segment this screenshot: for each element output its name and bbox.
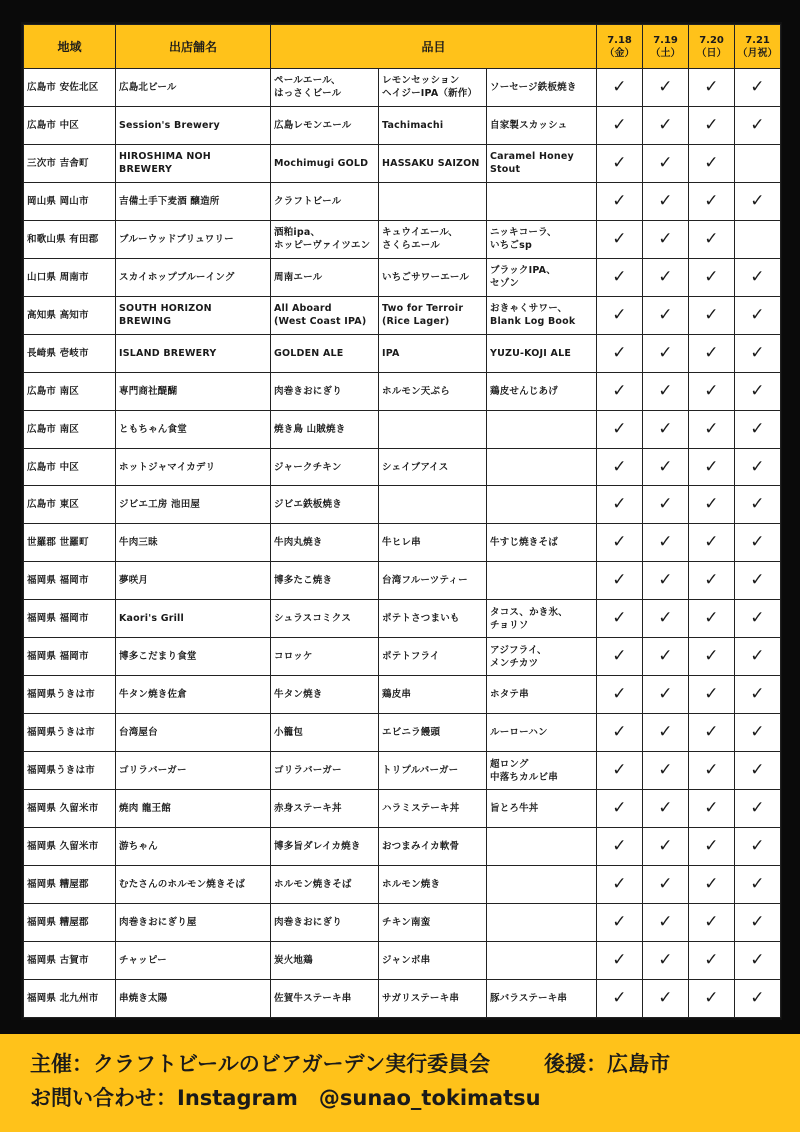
check-icon: ✓ — [643, 258, 689, 296]
check-icon: ✓ — [597, 524, 643, 562]
check-icon: ✓ — [597, 638, 643, 676]
item-1-cell: ペールエール、 はっさくビール — [271, 69, 379, 107]
item-1-cell: ジビエ鉄板焼き — [271, 486, 379, 524]
check-icon: ✓ — [597, 903, 643, 941]
shop-cell: 串焼き太陽 — [116, 979, 271, 1017]
check-icon: ✓ — [597, 144, 643, 182]
check-icon: ✓ — [643, 69, 689, 107]
check-icon: ✓ — [689, 714, 735, 752]
check-icon: ✓ — [643, 600, 689, 638]
area-cell: 広島市 南区 — [24, 372, 116, 410]
item-1-cell: 酒粕ipa、 ホッピーヴァイツエン — [271, 220, 379, 258]
item-1-cell: GOLDEN ALE — [271, 334, 379, 372]
item-2-cell: トリプルバーガー — [379, 752, 487, 790]
item-1-cell: 炭火地鶏 — [271, 941, 379, 979]
shop-cell: 夢咲月 — [116, 562, 271, 600]
table-row — [24, 69, 781, 107]
check-icon: ✓ — [689, 334, 735, 372]
check-icon: ✓ — [597, 334, 643, 372]
check-icon: ✓ — [597, 448, 643, 486]
day-of-week: （日） — [696, 47, 727, 59]
check-icon: ✓ — [597, 410, 643, 448]
item-3-cell — [487, 903, 597, 941]
check-icon: ✓ — [643, 979, 689, 1017]
area-cell: 福岡県 北九州市 — [24, 979, 116, 1017]
area-cell: 高知県 高知市 — [24, 296, 116, 334]
table-row — [24, 334, 781, 372]
table-row — [24, 979, 781, 1017]
item-2-cell: Two for Terroir (Rice Lager) — [379, 296, 487, 334]
item-1-cell: クラフトビール — [271, 182, 379, 220]
item-2-cell: ホルモン焼き — [379, 866, 487, 904]
item-1-cell: 博多たこ焼き — [271, 562, 379, 600]
check-icon: ✓ — [689, 182, 735, 220]
check-icon: ✓ — [597, 714, 643, 752]
shop-cell: Session's Brewery — [116, 106, 271, 144]
table-row — [24, 714, 781, 752]
check-icon: ✓ — [597, 69, 643, 107]
item-1-cell: 小籠包 — [271, 714, 379, 752]
area-cell: 長崎県 壱岐市 — [24, 334, 116, 372]
area-cell: 広島市 南区 — [24, 410, 116, 448]
item-1-cell: 牛肉丸焼き — [271, 524, 379, 562]
check-icon: ✓ — [643, 562, 689, 600]
check-icon: ✓ — [643, 866, 689, 904]
check-icon: ✓ — [643, 220, 689, 258]
item-2-cell: キュウイエール、 さくらエール — [379, 220, 487, 258]
item-2-cell: 台湾フルーツティー — [379, 562, 487, 600]
item-3-cell: 牛すじ焼きそば — [487, 524, 597, 562]
check-icon: ✓ — [689, 258, 735, 296]
check-icon: ✓ — [689, 410, 735, 448]
support-text: 後援：広島市 — [544, 1052, 671, 1076]
item-1-cell: 焼き鳥 山賊焼き — [271, 410, 379, 448]
shop-cell: むたさんのホルモン焼きそば — [116, 866, 271, 904]
shop-cell: ブルーウッドブリュワリー — [116, 220, 271, 258]
item-3-cell: おきゃくサワー、 Blank Log Book — [487, 296, 597, 334]
item-1-cell: 周南エール — [271, 258, 379, 296]
check-icon: ✓ — [643, 903, 689, 941]
check-icon: ✓ — [735, 372, 781, 410]
table-header-row — [24, 25, 781, 69]
check-icon: ✓ — [597, 258, 643, 296]
shop-cell: 博多こだまり食堂 — [116, 638, 271, 676]
check-icon: ✓ — [643, 448, 689, 486]
check-icon: ✓ — [735, 638, 781, 676]
check-icon: ✓ — [689, 220, 735, 258]
check-icon: ✓ — [735, 828, 781, 866]
check-icon: ✓ — [735, 258, 781, 296]
item-1-cell: All Aboard (West Coast IPA) — [271, 296, 379, 334]
check-icon: ✓ — [735, 790, 781, 828]
organizer-text: 主催：クラフトビールのビアガーデン実行委員会 — [30, 1052, 491, 1076]
area-cell: 福岡県うきは市 — [24, 676, 116, 714]
item-3-cell — [487, 486, 597, 524]
day-of-week: （月祝） — [737, 47, 778, 59]
area-cell: 福岡県 福岡市 — [24, 562, 116, 600]
check-icon: ✓ — [597, 979, 643, 1017]
table-row — [24, 524, 781, 562]
check-icon: ✓ — [597, 106, 643, 144]
item-1-cell: Mochimugi GOLD — [271, 144, 379, 182]
area-cell: 福岡県うきは市 — [24, 752, 116, 790]
item-2-cell: ホルモン天ぷら — [379, 372, 487, 410]
item-3-cell: YUZU-KOJI ALE — [487, 334, 597, 372]
table-row — [24, 486, 781, 524]
vendor-table-sheet — [21, 22, 782, 1020]
shop-cell: 牛タン焼き佐倉 — [116, 676, 271, 714]
area-cell: 福岡県 古賀市 — [24, 941, 116, 979]
check-icon: ✓ — [643, 144, 689, 182]
check-icon: ✓ — [735, 448, 781, 486]
check-icon: ✓ — [597, 600, 643, 638]
area-cell: 福岡県 糟屋郡 — [24, 866, 116, 904]
check-icon: ✓ — [643, 638, 689, 676]
item-3-cell: アジフライ、 メンチカツ — [487, 638, 597, 676]
check-icon: ✓ — [735, 106, 781, 144]
check-icon: ✓ — [597, 866, 643, 904]
table-body — [24, 69, 781, 1018]
check-icon: ✓ — [643, 410, 689, 448]
check-icon: ✓ — [597, 828, 643, 866]
check-icon: ✓ — [597, 182, 643, 220]
item-3-cell: ニッキコーラ、 いちごsp — [487, 220, 597, 258]
item-3-cell: ホタテ串 — [487, 676, 597, 714]
item-1-cell: 牛タン焼き — [271, 676, 379, 714]
area-cell: 広島市 中区 — [24, 448, 116, 486]
check-icon: ✓ — [689, 979, 735, 1017]
check-icon: ✓ — [689, 562, 735, 600]
check-icon: ✓ — [735, 486, 781, 524]
check-icon: ✓ — [735, 410, 781, 448]
check-icon — [735, 144, 781, 182]
area-cell: 三次市 吉舎町 — [24, 144, 116, 182]
check-icon: ✓ — [643, 752, 689, 790]
check-icon: ✓ — [735, 903, 781, 941]
area-cell: 福岡県うきは市 — [24, 714, 116, 752]
check-icon: ✓ — [735, 676, 781, 714]
shop-cell: ジビエ工房 池田屋 — [116, 486, 271, 524]
check-icon: ✓ — [597, 296, 643, 334]
item-2-cell: エビニラ饅頭 — [379, 714, 487, 752]
table-row — [24, 410, 781, 448]
item-2-cell: IPA — [379, 334, 487, 372]
check-icon: ✓ — [689, 752, 735, 790]
day-date: 7.18 — [607, 34, 632, 46]
check-icon — [735, 220, 781, 258]
shop-cell: 游ちゃん — [116, 828, 271, 866]
check-icon: ✓ — [689, 69, 735, 107]
check-icon: ✓ — [643, 828, 689, 866]
check-icon: ✓ — [643, 182, 689, 220]
header-items: 品目 — [271, 25, 597, 69]
check-icon: ✓ — [643, 486, 689, 524]
check-icon: ✓ — [643, 106, 689, 144]
item-3-cell: 豚バラステーキ串 — [487, 979, 597, 1017]
table-row — [24, 562, 781, 600]
shop-cell: 広島北ビール — [116, 69, 271, 107]
item-1-cell: コロッケ — [271, 638, 379, 676]
check-icon: ✓ — [643, 676, 689, 714]
item-1-cell: 赤身ステーキ丼 — [271, 790, 379, 828]
check-icon: ✓ — [597, 562, 643, 600]
item-2-cell: おつまみイカ軟骨 — [379, 828, 487, 866]
item-2-cell — [379, 410, 487, 448]
table-row — [24, 866, 781, 904]
shop-cell: 肉巻きおにぎり屋 — [116, 903, 271, 941]
shop-cell: スカイホップブルーイング — [116, 258, 271, 296]
day-date: 7.21 — [745, 34, 770, 46]
check-icon: ✓ — [689, 486, 735, 524]
area-cell: 和歌山県 有田郡 — [24, 220, 116, 258]
item-3-cell: Caramel Honey Stout — [487, 144, 597, 182]
check-icon: ✓ — [597, 486, 643, 524]
area-cell: 福岡県 久留米市 — [24, 828, 116, 866]
item-1-cell: 博多旨ダレイカ焼き — [271, 828, 379, 866]
table-row — [24, 828, 781, 866]
check-icon: ✓ — [689, 372, 735, 410]
item-3-cell — [487, 828, 597, 866]
area-cell: 広島市 東区 — [24, 486, 116, 524]
item-3-cell — [487, 562, 597, 600]
day-of-week: （金） — [604, 47, 635, 59]
area-cell: 福岡県 福岡市 — [24, 600, 116, 638]
item-2-cell: HASSAKU SAIZON — [379, 144, 487, 182]
shop-cell: 台湾屋台 — [116, 714, 271, 752]
check-icon: ✓ — [689, 903, 735, 941]
area-cell: 山口県 周南市 — [24, 258, 116, 296]
day-date: 7.20 — [699, 34, 724, 46]
shop-cell: HIROSHIMA NOH BREWERY — [116, 144, 271, 182]
check-icon: ✓ — [597, 372, 643, 410]
header-area: 地域 — [24, 25, 116, 69]
item-3-cell: ブラックIPA、 セゾン — [487, 258, 597, 296]
item-2-cell: ポテトさつまいも — [379, 600, 487, 638]
table-row — [24, 296, 781, 334]
check-icon: ✓ — [597, 752, 643, 790]
item-2-cell: ハラミステーキ丼 — [379, 790, 487, 828]
check-icon: ✓ — [597, 220, 643, 258]
item-1-cell: ゴリラバーガー — [271, 752, 379, 790]
table-row — [24, 790, 781, 828]
check-icon: ✓ — [735, 714, 781, 752]
header-day-2 — [643, 25, 689, 69]
area-cell: 福岡県 糟屋郡 — [24, 903, 116, 941]
check-icon: ✓ — [597, 676, 643, 714]
table-row — [24, 182, 781, 220]
shop-cell: 吉備土手下麦酒 醸造所 — [116, 182, 271, 220]
area-cell: 福岡県 福岡市 — [24, 638, 116, 676]
item-3-cell — [487, 182, 597, 220]
item-2-cell: チキン南蛮 — [379, 903, 487, 941]
check-icon: ✓ — [643, 941, 689, 979]
item-1-cell: 広島レモンエール — [271, 106, 379, 144]
item-2-cell: 鶏皮串 — [379, 676, 487, 714]
header-day-1 — [597, 25, 643, 69]
shop-cell: ISLAND BREWERY — [116, 334, 271, 372]
check-icon: ✓ — [689, 524, 735, 562]
check-icon: ✓ — [735, 941, 781, 979]
item-2-cell — [379, 182, 487, 220]
shop-cell: Kaori's Grill — [116, 600, 271, 638]
check-icon: ✓ — [689, 106, 735, 144]
table-row — [24, 372, 781, 410]
check-icon: ✓ — [735, 69, 781, 107]
item-2-cell: シェイブアイス — [379, 448, 487, 486]
check-icon: ✓ — [689, 941, 735, 979]
check-icon: ✓ — [689, 790, 735, 828]
item-3-cell: 超ロング 中落ちカルビ串 — [487, 752, 597, 790]
table-row — [24, 220, 781, 258]
day-of-week: （土） — [650, 47, 681, 59]
check-icon: ✓ — [597, 790, 643, 828]
area-cell: 広島市 安佐北区 — [24, 69, 116, 107]
area-cell: 福岡県 久留米市 — [24, 790, 116, 828]
table-row — [24, 144, 781, 182]
check-icon: ✓ — [735, 334, 781, 372]
item-2-cell: いちごサワーエール — [379, 258, 487, 296]
item-1-cell: 佐賀牛ステーキ串 — [271, 979, 379, 1017]
shop-cell: 専門商社醍醐 — [116, 372, 271, 410]
table-row — [24, 106, 781, 144]
check-icon: ✓ — [735, 600, 781, 638]
item-2-cell: レモンセッション ヘイジーIPA（新作） — [379, 69, 487, 107]
check-icon: ✓ — [643, 334, 689, 372]
check-icon: ✓ — [643, 296, 689, 334]
check-icon: ✓ — [689, 866, 735, 904]
item-3-cell — [487, 448, 597, 486]
check-icon: ✓ — [735, 866, 781, 904]
check-icon: ✓ — [735, 524, 781, 562]
table-row — [24, 752, 781, 790]
item-3-cell — [487, 866, 597, 904]
item-3-cell: 旨とろ牛丼 — [487, 790, 597, 828]
table-row — [24, 941, 781, 979]
item-1-cell: 肉巻きおにぎり — [271, 903, 379, 941]
item-2-cell — [379, 486, 487, 524]
header-day-3 — [689, 25, 735, 69]
check-icon: ✓ — [735, 182, 781, 220]
table-row — [24, 600, 781, 638]
check-icon: ✓ — [689, 144, 735, 182]
shop-cell: SOUTH HORIZON BREWING — [116, 296, 271, 334]
shop-cell: ともちゃん食堂 — [116, 410, 271, 448]
vendor-table — [23, 24, 781, 1018]
item-2-cell: Tachimachi — [379, 106, 487, 144]
item-1-cell: 肉巻きおにぎり — [271, 372, 379, 410]
footer-line-1 — [30, 1047, 800, 1081]
item-3-cell: タコス、かき氷、 チョリソ — [487, 600, 597, 638]
check-icon: ✓ — [735, 296, 781, 334]
header-shop: 出店舗名 — [116, 25, 271, 69]
shop-cell: ホットジャマイカデリ — [116, 448, 271, 486]
table-row — [24, 676, 781, 714]
table-row — [24, 638, 781, 676]
check-icon: ✓ — [643, 524, 689, 562]
table-row — [24, 448, 781, 486]
shop-cell: 牛肉三昧 — [116, 524, 271, 562]
check-icon: ✓ — [643, 714, 689, 752]
header-day-4 — [735, 25, 781, 69]
item-3-cell: 鶏皮せんじあげ — [487, 372, 597, 410]
item-3-cell: ソーセージ鉄板焼き — [487, 69, 597, 107]
shop-cell: ゴリラバーガー — [116, 752, 271, 790]
check-icon: ✓ — [689, 448, 735, 486]
check-icon: ✓ — [597, 941, 643, 979]
shop-cell: 焼肉 龍王館 — [116, 790, 271, 828]
item-1-cell: シュラスコミクス — [271, 600, 379, 638]
item-2-cell: ジャンボ串 — [379, 941, 487, 979]
day-date: 7.19 — [653, 34, 678, 46]
table-row — [24, 258, 781, 296]
check-icon: ✓ — [735, 562, 781, 600]
item-2-cell: 牛ヒレ串 — [379, 524, 487, 562]
contact-text: お問い合わせ：Instagram @sunao_tokimatsu — [30, 1086, 541, 1110]
shop-cell: チャッピー — [116, 941, 271, 979]
area-cell: 広島市 中区 — [24, 106, 116, 144]
check-icon: ✓ — [689, 296, 735, 334]
check-icon: ✓ — [643, 372, 689, 410]
item-3-cell — [487, 410, 597, 448]
check-icon: ✓ — [643, 790, 689, 828]
item-2-cell: ポテトフライ — [379, 638, 487, 676]
item-3-cell — [487, 941, 597, 979]
item-3-cell: ルーローハン — [487, 714, 597, 752]
check-icon: ✓ — [689, 600, 735, 638]
footer-banner — [0, 1034, 800, 1132]
item-1-cell: ジャークチキン — [271, 448, 379, 486]
area-cell: 世羅郡 世羅町 — [24, 524, 116, 562]
item-3-cell: 自家製スカッシュ — [487, 106, 597, 144]
area-cell: 岡山県 岡山市 — [24, 182, 116, 220]
item-1-cell: ホルモン焼きそば — [271, 866, 379, 904]
table-row — [24, 903, 781, 941]
check-icon: ✓ — [689, 828, 735, 866]
check-icon: ✓ — [735, 752, 781, 790]
item-2-cell: サガリステーキ串 — [379, 979, 487, 1017]
check-icon: ✓ — [689, 638, 735, 676]
check-icon: ✓ — [689, 676, 735, 714]
check-icon: ✓ — [735, 979, 781, 1017]
